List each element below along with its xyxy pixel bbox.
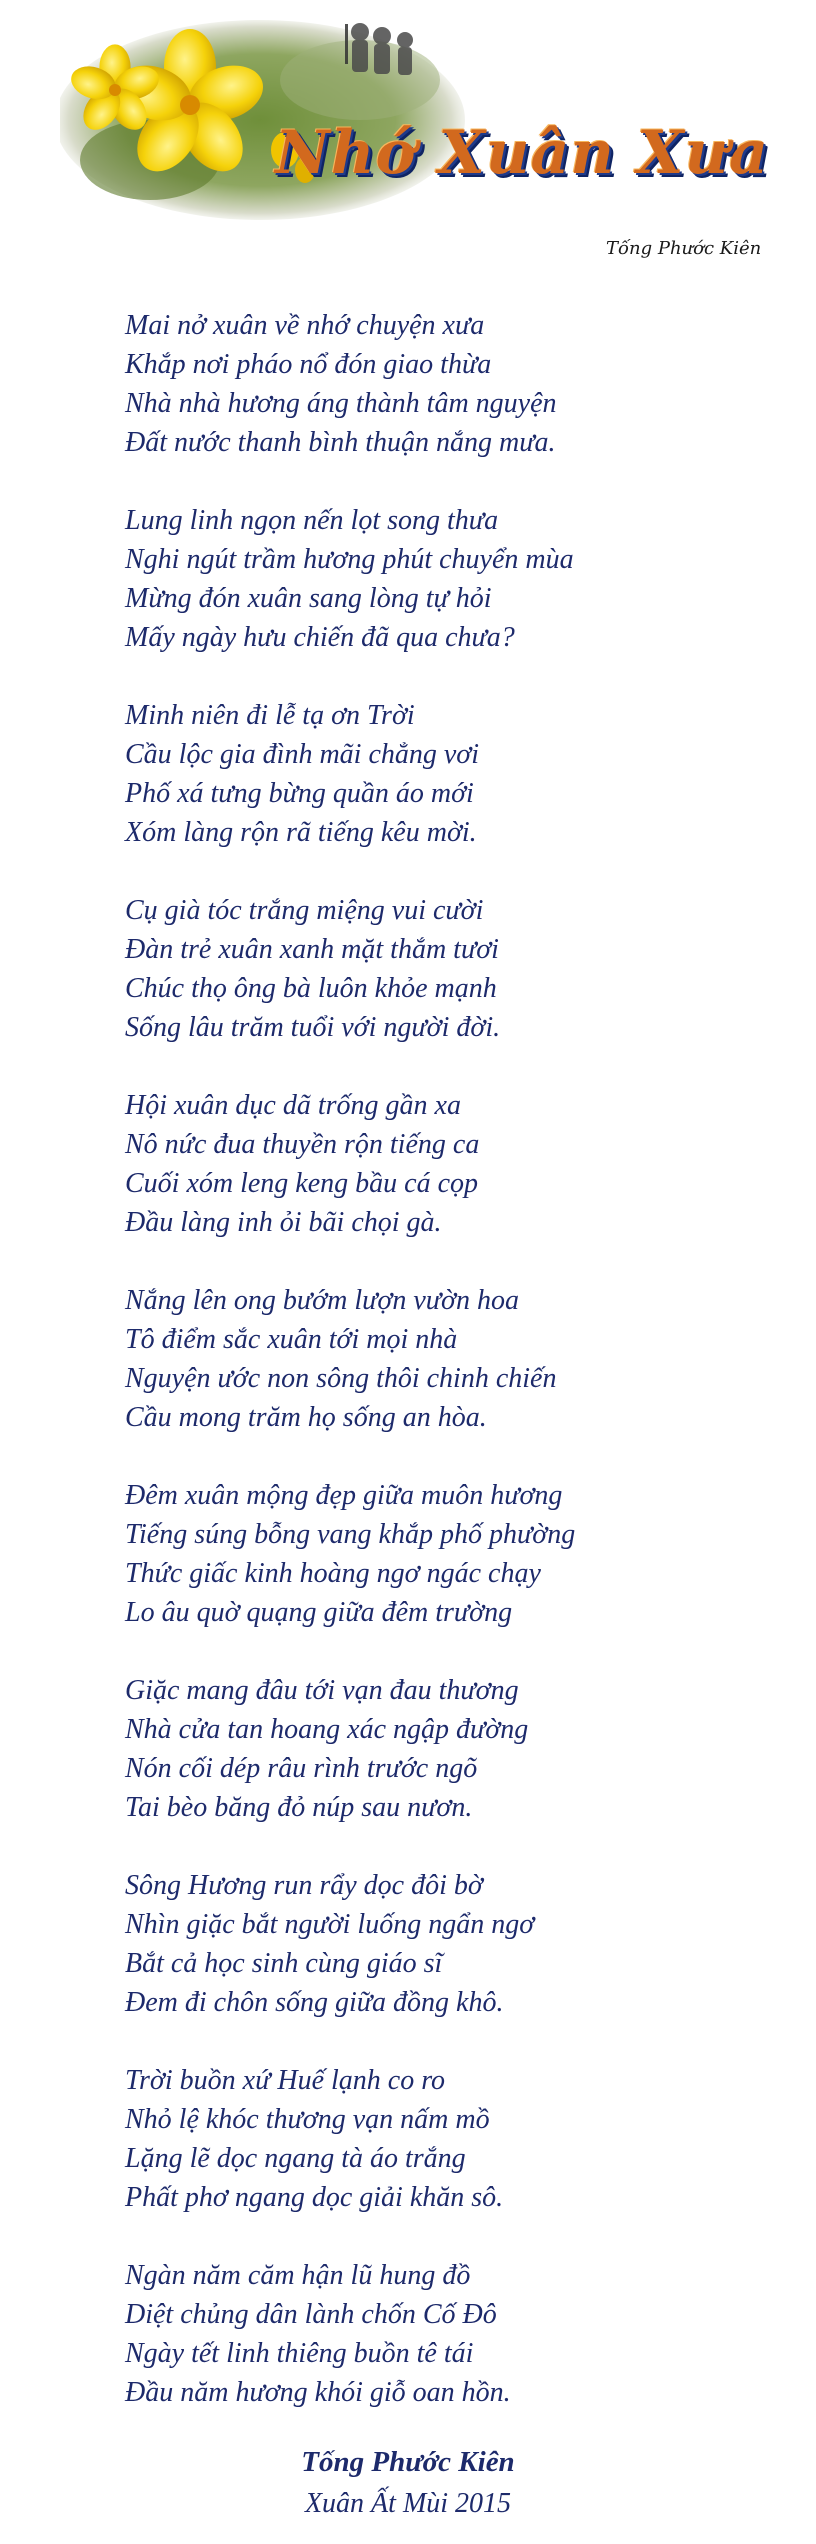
poem-line: Nhà cửa tan hoang xác ngập đường <box>125 1714 529 1745</box>
poem-line: Cuối xóm leng keng bầu cá cọp <box>125 1168 479 1199</box>
poem-line: Sông Hương run rẩy dọc đôi bờ <box>125 1870 483 1901</box>
stanza <box>125 696 765 852</box>
poem-line: Ngày tết linh thiêng buồn tê tái <box>125 2338 474 2369</box>
poem-line: Nhìn giặc bắt người luống ngẩn ngơ <box>125 1909 535 1940</box>
poem-line: Đàn trẻ xuân xanh mặt thắm tươi <box>125 934 499 965</box>
poem-line: Nghi ngút trầm hương phút chuyển mùa <box>125 544 574 575</box>
poem-line: Cầu mong trăm họ sống an hòa. <box>125 1402 487 1433</box>
poem-line: Hội xuân dục dã trống gần xa <box>125 1090 461 1121</box>
poem-line: Đất nước thanh bình thuận nắng mưa. <box>125 427 556 458</box>
stanza <box>125 2256 765 2412</box>
poem-line: Phố xá tưng bừng quần áo mới <box>125 778 474 809</box>
poem-line: Diệt chủng dân lành chốn Cố Đô <box>125 2299 497 2330</box>
stanza <box>125 306 765 462</box>
poem-line: Nhỏ lệ khóc thương vạn nấm mồ <box>125 2104 490 2135</box>
stanza <box>125 1281 765 1437</box>
stanza <box>125 891 765 1047</box>
poem-title: Nhớ Xuân Xưa <box>275 118 769 188</box>
stanza <box>125 501 765 657</box>
poem-line: Nón cối dép râu rình trước ngõ <box>125 1753 478 1784</box>
signature-name: Tống Phước Kiên <box>301 2446 515 2478</box>
poem-line: Trời buồn xứ Huế lạnh co ro <box>125 2065 446 2096</box>
poem-line: Mừng đón xuân sang lòng tự hỏi <box>125 583 492 614</box>
poem-line: Ngàn năm căm hận lũ hung đồ <box>125 2260 471 2291</box>
poem-line: Đầu năm hương khói giỗ oan hồn. <box>125 2377 511 2408</box>
poem-line: Chúc thọ ông bà luôn khỏe mạnh <box>125 973 497 1004</box>
poem-line: Đêm xuân mộng đẹp giữa muôn hương <box>125 1480 563 1511</box>
poem-line: Xóm làng rộn rã tiếng kêu mời. <box>125 817 477 848</box>
poem-line: Lung linh ngọn nến lọt song thưa <box>125 505 499 536</box>
poem-line: Đem đi chôn sống giữa đồng khô. <box>125 1987 504 2018</box>
poem-line: Nắng lên ong bướm lượn vườn hoa <box>125 1285 519 1316</box>
poem-line: Khắp nơi pháo nổ đón giao thừa <box>125 349 492 380</box>
poem-line: Cầu lộc gia đình mãi chẳng vơi <box>125 739 480 770</box>
poem-line: Phất phơ ngang dọc giải khăn sô. <box>125 2182 504 2213</box>
poem-line: Nguyện ước non sông thôi chinh chiến <box>125 1363 557 1394</box>
poem-line: Nhà nhà hương áng thành tâm nguyện <box>125 388 557 419</box>
poem-line: Minh niên đi lễ tạ ơn Trời <box>125 700 415 731</box>
poem-line: Giặc mang đâu tới vạn đau thương <box>125 1675 519 1706</box>
poem-line: Sống lâu trăm tuổi với người đời. <box>125 1012 501 1043</box>
poem-body <box>125 306 765 2451</box>
stanza <box>125 1476 765 1632</box>
poem-line: Bắt cả học sinh cùng giáo sĩ <box>125 1948 443 1979</box>
poem-line: Mấy ngày hưu chiến đã qua chưa? <box>125 622 515 653</box>
stanza <box>125 1866 765 2022</box>
stanza <box>125 1086 765 1242</box>
poem-line: Tai bèo băng đỏ núp sau nươn. <box>125 1792 473 1823</box>
poem-line: Mai nở xuân về nhớ chuyện xưa <box>125 310 485 341</box>
poem-line: Tiếng súng bỗng vang khắp phố phường <box>125 1519 576 1550</box>
poem-line: Lặng lẽ dọc ngang tà áo trắng <box>125 2143 466 2174</box>
poem-line: Lo âu quờ quạng giữa đêm trường <box>125 1597 513 1628</box>
poem-line: Cụ già tóc trắng miệng vui cười <box>125 895 484 926</box>
signature-date: Xuân Ất Mùi 2015 <box>304 2488 512 2519</box>
poem-line: Đầu làng inh ỏi bãi chọi gà. <box>125 1207 442 1238</box>
poem-line: Nô nức đua thuyền rộn tiếng ca <box>125 1129 480 1160</box>
header-banner <box>0 0 816 280</box>
stanza <box>125 1671 765 1827</box>
poem-line: Thức giấc kinh hoàng ngơ ngác chạy <box>125 1558 541 1589</box>
mai-flower-banner-image <box>60 10 480 220</box>
title-author-signature: Tống Phước Kiên <box>606 238 762 259</box>
stanza <box>125 2061 765 2217</box>
poem-line: Tô điểm sắc xuân tới mọi nhà <box>125 1324 458 1355</box>
